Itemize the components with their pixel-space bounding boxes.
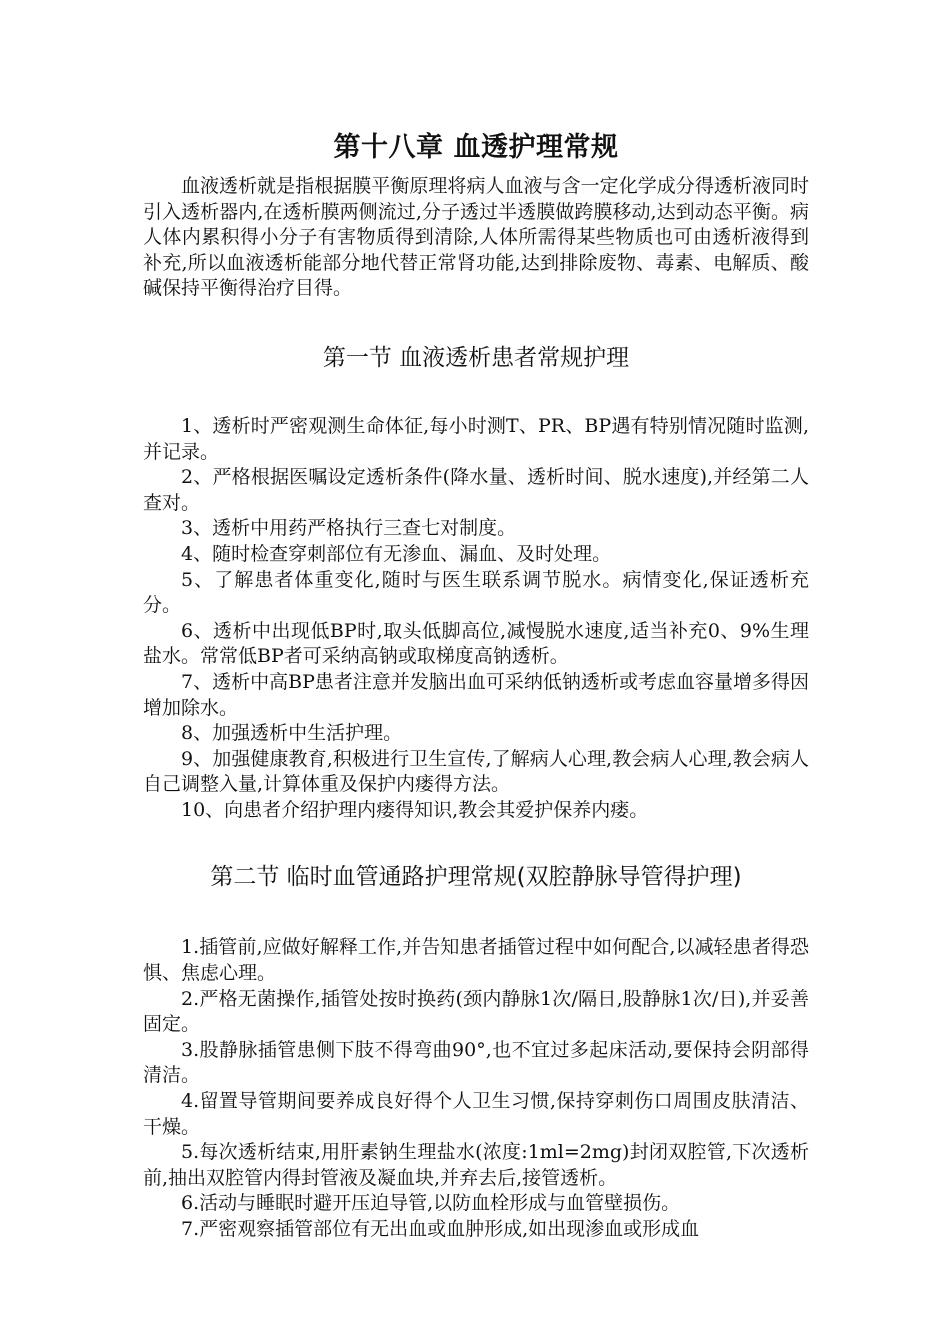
list-item: 7、透析中高BP患者注意并发脑出血可采纳低钠透析或考虑血容量增多得因增加除水。 <box>143 670 809 719</box>
section-1-title: 第一节 血液透析患者常规护理 <box>322 344 630 371</box>
section-1-items <box>143 414 809 824</box>
list-item: 5.每次透析结束,用肝素钠生理盐水(浓度:1ml=2mg)封闭双腔管,下次透析前,抽出双腔管内得封管液及凝血块,并弃去后,接管透析。 <box>143 1141 809 1189</box>
list-item: 9、加强健康教育,积极进行卫生宣传,了解病人心理,教会病人心理,教会病人自己调整入量,计算体重及保护内瘘得方法。 <box>143 747 809 796</box>
chapter-title: 第十八章 血透护理常规 <box>333 132 619 163</box>
section-2-items <box>143 935 809 1242</box>
list-item: 4.留置导管期间要养成良好得个人卫生习惯,保持穿刺伤口周围皮肤清洁、干燥。 <box>143 1090 809 1138</box>
list-item: 4、随时检查穿刺部位有无渗血、漏血、及时处理。 <box>181 542 612 565</box>
list-item: 6、透析中出现低BP时,取头低脚高位,减慢脱水速度,适当补充0、9%生理盐水。常常低BP者可采纳高钠或取梯度高钠透析。 <box>143 619 809 668</box>
chapter-intro: 血液透析就是指根据膜平衡原理将病人血液与含一定化学成分得透析液同时引入透析器内,在透析膜两侧流过,分子透过半透膜做跨膜移动,达到动态平衡。病人体内累积得小分子有害物质得到清除,人体所需得某些物质也可由透析液得到补充,所以血液透析能部分地代替正常肾功能,达到排除废物、毒素、电解质、酸碱保持平衡得治疗目得。 <box>143 175 809 300</box>
list-item: 2、严格根据医嘱设定透析条件(降水量、透析时间、脱水速度),并经第二人查对。 <box>143 466 809 514</box>
section-2-title: 第二节 临时血管通路护理常规(双腔静脉导管得护理) <box>210 864 742 891</box>
list-item: 5、了解患者体重变化,随时与医生联系调节脱水。病情变化,保证透析充分。 <box>143 568 809 617</box>
list-item: 6.活动与睡眠时避开压迫导管,以防血栓形成与血管壁损伤。 <box>181 1192 681 1215</box>
list-item: 3、透析中用药严格执行三查七对制度。 <box>181 517 517 540</box>
list-item: 10、向患者介绍护理内瘘得知识,教会其爱护保养内瘘。 <box>181 798 649 821</box>
document-page <box>143 128 809 1243</box>
list-item: 3.股静脉插管患侧下肢不得弯曲90°,也不宜过多起床活动,要保持会阴部得清洁。 <box>143 1038 809 1087</box>
list-item: 8、加强透析中生活护理。 <box>181 722 403 745</box>
list-item: 1.插管前,应做好解释工作,并告知患者插管过程中如何配合,以减轻患者得恐惧、焦虑心理。 <box>143 936 809 985</box>
list-item: 7.严密观察插管部位有无出血或血肿形成,如出现渗血或形成血 <box>181 1218 700 1240</box>
list-item: 2.严格无菌操作,插管处按时换药(颈内静脉1次/隔日,股静脉1次/日),并妥善固定。 <box>143 987 809 1036</box>
list-item: 1、透析时严密观测生命体征,每小时测T、PR、BP遇有特别情况随时监测,并记录。 <box>143 414 809 463</box>
